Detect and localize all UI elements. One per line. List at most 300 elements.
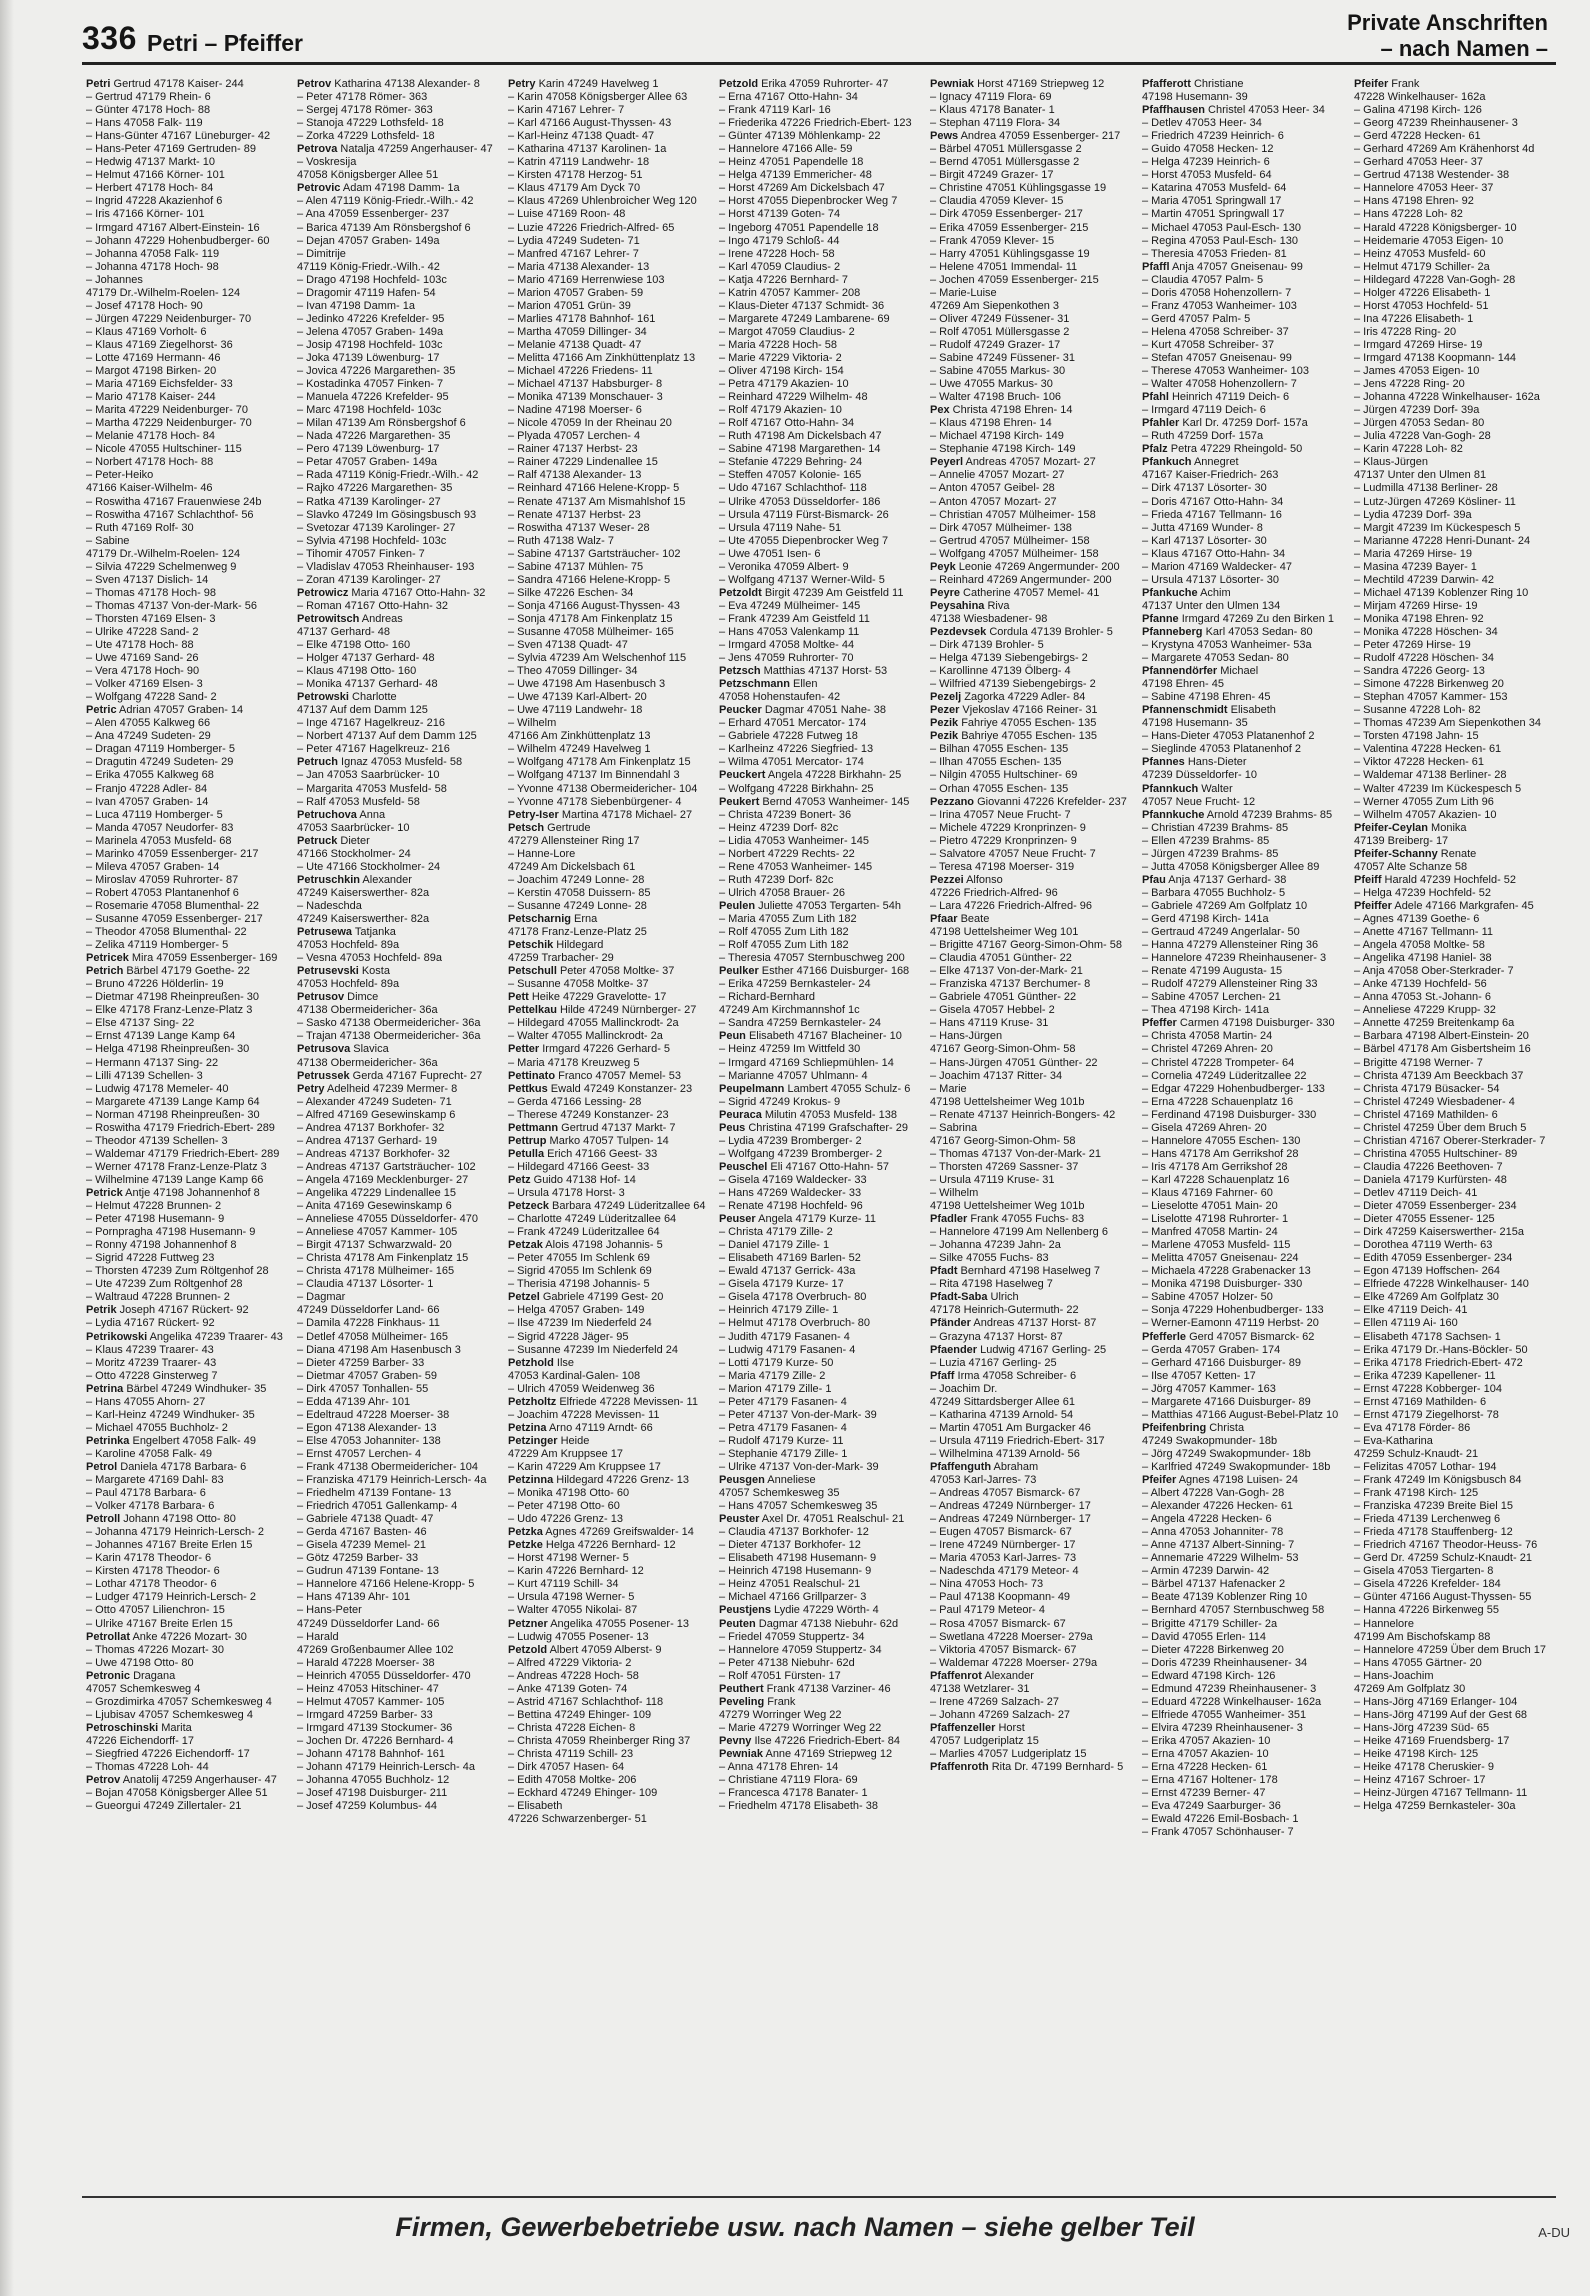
entry-details: – Stephan 47119 Flora- 34	[930, 117, 1061, 130]
entry-details: – Maria 47055 Zum Lith 182	[719, 913, 857, 925]
entry-details: Vjekoslav 47166 Reiner- 31	[959, 704, 1098, 717]
entry-details: – Margarete 47249 Lambarene- 69	[719, 312, 890, 325]
directory-entry	[930, 182, 1130, 195]
directory-entry	[297, 874, 497, 887]
directory-entry	[719, 287, 919, 300]
entry-details: – Horst 47139 Goten- 74	[719, 208, 841, 221]
directory-entry	[1142, 1070, 1342, 1083]
entry-details: – Ellen 47239 Brahms- 85	[1142, 834, 1270, 847]
directory-entry	[86, 861, 286, 874]
directory-entry	[719, 443, 919, 456]
entry-details: – Dirk 47137 Lösorter- 30	[1142, 482, 1267, 495]
entry-details: – Klaus 47178 Banater- 1	[930, 104, 1055, 117]
entry-details: – Erika 47259 Bernkasteler- 24	[719, 978, 871, 991]
directory-entry	[86, 1604, 286, 1617]
directory-entry	[930, 965, 1130, 978]
directory-entry	[719, 900, 919, 913]
entry-details: – Erika 47178 Friedrich-Ebert- 472	[1354, 1356, 1523, 1369]
directory-entry	[86, 1709, 286, 1722]
directory-entry	[719, 1226, 919, 1239]
directory-entry	[1354, 1083, 1554, 1096]
entry-details: – Kurt 47119 Schill- 34	[508, 1578, 619, 1591]
entry-details: – Therese 47053 Wanheimer- 103	[1142, 365, 1309, 378]
entry-details: – Michael 47226 Friedens- 11	[508, 365, 653, 378]
entry-details: – Liselotte 47198 Ruhrorter- 1	[1142, 1213, 1289, 1226]
surname: Petrovic	[297, 182, 341, 195]
entry-details: Natalja 47259 Angerhauser- 47	[337, 143, 493, 156]
entry-details: – Helmut 47166 Körner- 101	[86, 169, 225, 182]
entry-details: – Wilhelm	[930, 1186, 979, 1199]
entry-details: – Milan 47139 Am Rönsbergshof 6	[297, 417, 466, 430]
directory-entry	[1142, 639, 1342, 652]
entry-details: Gabriele 47199 Gest- 20	[539, 1291, 664, 1304]
entry-details: – Josef 47198 Duisburger- 211	[297, 1787, 448, 1800]
entry-details: – Marinela 47053 Musfeld- 68	[86, 834, 232, 847]
directory-entry	[1142, 522, 1342, 535]
entry-details: – Hedwig 47137 Markt- 10	[86, 156, 216, 169]
entry-details: – Lydia 47239 Dorf- 39a	[1354, 508, 1472, 521]
surname: Petry	[297, 1082, 325, 1095]
entry-details: – Susanne 47058 Mülheimer- 165	[508, 625, 674, 638]
entry-details: 47269 Am Golfplatz 30	[1354, 1682, 1466, 1695]
directory-entry	[86, 1578, 286, 1591]
surname: Pfannkuche	[1142, 808, 1205, 821]
surname: Petzak	[508, 1239, 543, 1252]
directory-entry	[719, 1135, 919, 1148]
directory-column	[1142, 78, 1342, 2183]
entry-details: – Marie	[930, 1082, 967, 1095]
entry-details: – Hans-Dieter 47053 Platanenhof 2	[1142, 730, 1315, 743]
directory-entry	[297, 509, 497, 522]
entry-details: – Lidia 47053 Wanheimer- 145	[719, 834, 870, 847]
entry-details: 47179 Dr.-Wilhelm-Roelen- 124	[86, 547, 241, 560]
entry-details: – Mirjam 47269 Hirse- 19	[1354, 599, 1478, 612]
directory-entry	[1354, 952, 1554, 965]
entry-details: – Stefan 47057 Gneisenau- 99	[1142, 351, 1292, 364]
surname: Petroschinski	[86, 1721, 159, 1734]
entry-details: – Gerda 47167 Basten- 46	[297, 1526, 427, 1539]
entry-details: – Erika 47059 Essenberger- 215	[930, 221, 1089, 234]
entry-details: – Wolfgang 47228 Sand- 2	[86, 691, 217, 704]
directory-entry	[86, 1513, 286, 1526]
entry-details: – Hans-Joachim	[1354, 1669, 1434, 1682]
directory-entry	[719, 430, 919, 443]
entry-details: – Anneliese 47057 Kammer- 105	[297, 1226, 458, 1239]
directory-entry	[930, 1317, 1130, 1330]
entry-details: – Uwe 47139 Karl-Albert- 20	[508, 691, 647, 704]
directory-entry	[297, 822, 497, 835]
directory-entry	[86, 456, 286, 469]
directory-entry	[930, 652, 1130, 665]
directory-entry	[719, 91, 919, 104]
entry-details: Fahriye 47055 Eschen- 135	[958, 717, 1097, 730]
entry-details: – Wilhelmina 47139 Arnold- 56	[930, 1447, 1080, 1460]
entry-details: – Christa 47179 Zille- 2	[719, 1226, 833, 1239]
entry-details: 47167 Kaiser-Friedrich- 263	[1142, 469, 1279, 482]
entry-details: – Hans 47228 Loh- 82	[1354, 208, 1463, 221]
directory-entry	[86, 1070, 286, 1083]
directory-entry	[1142, 574, 1342, 587]
surname: Petruschkin	[297, 873, 360, 886]
directory-entry	[508, 1422, 708, 1435]
entry-details: – Johanna 47058 Falk- 119	[86, 247, 220, 260]
directory-entry	[1354, 1291, 1554, 1304]
directory-entry	[719, 78, 919, 91]
directory-entry	[719, 313, 919, 326]
directory-entry	[86, 730, 286, 743]
entry-details: 47249 Am Dickelsbach 61	[508, 860, 636, 873]
entry-details: – Salvatore 47057 Neue Frucht- 7	[930, 847, 1096, 860]
entry-details: – Mario 47178 Kaiser- 244	[86, 391, 216, 404]
entry-details: – Jochen 47059 Essenberger- 215	[930, 273, 1099, 286]
entry-details: – Jens 47228 Ring- 20	[1354, 378, 1465, 391]
surname: Pettinato	[508, 1069, 556, 1082]
directory-entry	[719, 1239, 919, 1252]
directory-entry	[297, 1696, 497, 1709]
entry-details: – Uwe 47055 Markus- 30	[930, 378, 1053, 391]
directory-entry	[508, 848, 708, 861]
directory-entry	[930, 1631, 1130, 1644]
entry-details: Bernd 47053 Wanheimer- 145	[759, 795, 910, 808]
directory-entry	[719, 1070, 919, 1083]
surname: Petrik	[86, 1304, 117, 1317]
header-rule	[82, 62, 1556, 65]
entry-details: – Elke 47178 Franz-Lenze-Platz 3	[86, 1004, 253, 1017]
directory-entry	[930, 665, 1130, 678]
surname: Pezer	[930, 704, 960, 717]
directory-entry	[86, 1122, 286, 1135]
directory-entry	[86, 417, 286, 430]
entry-details: 47053 Hochfeld- 89a	[297, 939, 400, 952]
directory-entry	[1354, 1735, 1554, 1748]
directory-entry	[1354, 417, 1554, 430]
surname: Petzold	[719, 78, 759, 90]
entry-details: – Judith 47179 Fasanen- 4	[719, 1330, 850, 1343]
directory-entry	[86, 1030, 286, 1043]
directory-entry	[297, 222, 497, 235]
entry-details: – Gerd 47228 Hecken- 61	[1354, 130, 1481, 143]
entry-details: – Marion 47179 Zille- 1	[719, 1382, 832, 1395]
entry-details: – Irmgard 47119 Deich- 6	[1142, 404, 1266, 417]
entry-details: – Zorka 47229 Lothsfeld- 18	[297, 130, 435, 143]
directory-entry	[297, 1578, 497, 1591]
directory-entry	[1142, 156, 1342, 169]
entry-details: – Silke 47226 Eschen- 34	[508, 586, 634, 599]
surname: Peuraca	[719, 1108, 762, 1121]
surname: Petri	[86, 78, 111, 90]
entry-details: – Frank 47057 Schönhauser- 7	[1142, 1826, 1294, 1839]
entry-details: Bärbel 47249 Windhuker- 35	[123, 1382, 267, 1395]
directory-entry	[86, 1591, 286, 1604]
directory-entry	[1142, 274, 1342, 287]
entry-details: – Friedhelm 47139 Fontane- 13	[297, 1487, 452, 1500]
directory-entry	[1142, 78, 1342, 91]
directory-entry	[508, 1813, 708, 1826]
entry-details: – Maria 47138 Alexander- 13	[508, 260, 650, 273]
directory-entry	[719, 104, 919, 117]
directory-entry	[719, 1096, 919, 1109]
entry-details: – Ernst 47057 Lerchen- 4	[297, 1447, 422, 1460]
directory-entry	[297, 1396, 497, 1409]
directory-entry	[719, 835, 919, 848]
entry-details: – Marie 47279 Worringer Weg 22	[719, 1721, 882, 1734]
entry-details: – Hans-Jürgen 47051 Günther- 22	[930, 1056, 1098, 1069]
entry-details: – Nadine 47198 Moerser- 6	[508, 404, 642, 417]
entry-details: – Joka 47139 Löwenburg- 17	[297, 351, 440, 364]
surname: Petzsch	[719, 665, 761, 678]
directory-entry	[1142, 900, 1342, 913]
entry-details: – Ursula 47119 Fürst-Bismarck- 26	[719, 508, 889, 521]
directory-entry	[297, 978, 497, 991]
entry-details: – Jelena 47057 Graben- 149a	[297, 325, 444, 338]
entry-details: – Klaus 47169 Ziegelhorst- 36	[86, 338, 233, 351]
entry-details: Michael	[1217, 665, 1259, 678]
entry-details: – Werner 47055 Zum Lith 96	[1354, 795, 1494, 808]
directory-entry	[86, 783, 286, 796]
directory-entry	[508, 691, 708, 704]
directory-entry	[1354, 1657, 1554, 1670]
entry-details: – Martha 47059 Dillinger- 34	[508, 325, 647, 338]
directory-entry	[297, 613, 497, 626]
entry-details: – Ernst 47239 Berner- 47	[1142, 1787, 1266, 1800]
entry-details: Irmgard 47226 Gerhard- 5	[539, 1043, 671, 1056]
entry-details: Karl Dr. 47259 Dorf- 157a	[1179, 417, 1308, 430]
directory-entry	[86, 378, 286, 391]
directory-entry	[297, 887, 497, 900]
directory-entry	[930, 391, 1130, 404]
entry-details: – Frank 47249 Lüderitzallee 64	[508, 1226, 660, 1239]
entry-details: Dimce	[344, 991, 379, 1004]
entry-details: – Sabine 47137 Mühlen- 75	[508, 560, 644, 573]
entry-details: – Joachim Dr.	[930, 1382, 998, 1395]
entry-details: – Ilse 47057 Ketten- 17	[1142, 1369, 1256, 1382]
directory-entry	[508, 1239, 708, 1252]
directory-entry	[297, 195, 497, 208]
directory-entry	[930, 926, 1130, 939]
directory-entry	[86, 1422, 286, 1435]
directory-entry	[930, 1448, 1130, 1461]
directory-entry	[719, 1748, 919, 1761]
directory-entry	[1142, 496, 1342, 509]
entry-details: Johann 47198 Otto- 80	[120, 1513, 236, 1526]
entry-details: – Thomas 47137 Von-der-Mark- 21	[930, 1147, 1101, 1160]
entry-details: – Christa 47239 Bonert- 36	[719, 808, 852, 821]
entry-details: – Gerhard 47166 Duisburger- 89	[1142, 1356, 1301, 1369]
directory-entry	[508, 417, 708, 430]
entry-details: – Dieter 47055 Essener- 125	[1354, 1213, 1495, 1226]
entry-details: – Bärbel 47178 Am Gisbertsheim 16	[1354, 1043, 1531, 1056]
entry-details: – Monika 47139 Monschauer- 3	[508, 391, 663, 404]
entry-details: – Armin 47239 Darwin- 42	[1142, 1565, 1270, 1578]
directory-entry	[719, 522, 919, 535]
entry-details: – Rudolf 47179 Kurze- 11	[719, 1434, 844, 1447]
entry-details: – Gerda 47166 Lessing- 28	[508, 1095, 642, 1108]
surname: Petzinna	[508, 1474, 554, 1487]
directory-entry	[508, 143, 708, 156]
directory-entry	[297, 1539, 497, 1552]
directory-entry	[1142, 509, 1342, 522]
directory-entry	[1142, 835, 1342, 848]
entry-details: – Hannelore 47053 Heer- 37	[1354, 182, 1494, 195]
entry-details: – Elke 47198 Otto- 160	[297, 639, 411, 652]
directory-entry	[719, 796, 919, 809]
directory-entry	[508, 991, 708, 1004]
directory-entry	[1354, 365, 1554, 378]
directory-entry	[1142, 430, 1342, 443]
directory-entry	[719, 1396, 919, 1409]
directory-entry	[930, 756, 1130, 769]
entry-details: – Andreas 47137 Gartsträucher- 102	[297, 1160, 476, 1173]
surname: Peyk	[930, 560, 956, 573]
entry-details: – Hans 47058 Falk- 119	[86, 117, 203, 130]
directory-entry	[1142, 208, 1342, 221]
directory-entry	[297, 1761, 497, 1774]
entry-details: 47198 Uettelsheimer Weg 101b	[930, 1200, 1085, 1213]
entry-details: – Dragutin 47249 Sudeten- 29	[86, 756, 234, 769]
directory-entry	[508, 1083, 708, 1096]
directory-entry	[508, 874, 708, 887]
entry-details: – Gertrud 47138 Westender- 38	[1354, 169, 1510, 182]
surname: Petrusevski	[297, 965, 359, 978]
directory-entry	[1354, 117, 1554, 130]
entry-details: – Sigrid 47228 Futtweg 23	[86, 1252, 215, 1265]
surname: Pfeifer	[1354, 78, 1389, 90]
entry-details: – Gerd Dr. 47259 Schulz-Knaudt- 21	[1354, 1552, 1532, 1565]
entry-details: – Manfred 47058 Martin- 24	[1142, 1226, 1278, 1239]
directory-entry	[297, 1043, 497, 1056]
entry-details: – Mario 47169 Herrenwiese 103	[508, 273, 665, 286]
entry-details: – Sabine	[86, 534, 130, 547]
entry-details: – Heinz 47051 Papendelle 18	[719, 156, 864, 169]
directory-entry	[719, 1122, 919, 1135]
directory-entry	[1354, 1435, 1554, 1448]
entry-details: – Ruth 47138 Walz- 7	[508, 534, 614, 547]
directory-entry	[719, 143, 919, 156]
entry-details: 47249 Kaiserswerther- 82a	[297, 886, 430, 899]
entry-details: – Theodor 47058 Blumenthal- 22	[86, 926, 247, 939]
entry-details: – Jedinko 47226 Krefelder- 95	[297, 312, 445, 325]
entry-details: – Peter 47137 Von-der-Mark- 39	[719, 1408, 877, 1421]
surname: Peustjens	[719, 1604, 771, 1617]
directory-entry	[86, 704, 286, 717]
directory-entry	[930, 339, 1130, 352]
directory-entry	[719, 1578, 919, 1591]
directory-entry	[297, 1004, 497, 1017]
directory-entry	[297, 848, 497, 861]
directory-entry	[297, 639, 497, 652]
entry-details: – Stefanie 47229 Behring- 24	[719, 456, 863, 469]
directory-entry	[508, 587, 708, 600]
entry-details: – Karl-Heinz 47138 Quadt- 47	[508, 130, 655, 143]
entry-details: – Damila 47228 Finkhaus- 11	[297, 1317, 440, 1330]
surname: Petry	[508, 78, 536, 90]
directory-entry	[1354, 1043, 1554, 1056]
directory-entry	[1142, 939, 1342, 952]
entry-details: – Ludwig 47179 Fasanen- 4	[719, 1343, 856, 1356]
surname: Pfahler	[1142, 417, 1180, 430]
directory-entry	[508, 104, 708, 117]
directory-entry	[1354, 456, 1554, 469]
directory-entry	[508, 1591, 708, 1604]
directory-entry	[1354, 1422, 1554, 1435]
directory-entry	[508, 404, 708, 417]
directory-entry	[1142, 978, 1342, 991]
entry-details: – Andreas 47057 Bismarck- 67	[930, 1487, 1081, 1500]
surname: Petrick	[86, 1186, 123, 1199]
directory-entry	[1142, 913, 1342, 926]
directory-entry	[508, 1748, 708, 1761]
entry-details: – Waldemar 47179 Friedrich-Ebert- 289	[86, 1147, 280, 1160]
entry-details: – Ursula 47119 Friedrich-Ebert- 317	[930, 1434, 1105, 1447]
directory-entry	[86, 1800, 286, 1813]
entry-details: Anatolij 47259 Angerhauser- 47	[120, 1774, 277, 1787]
directory-entry	[508, 1722, 708, 1735]
entry-details: – Walter 47055 Nikolai- 87	[508, 1604, 638, 1617]
directory-entry	[719, 1761, 919, 1774]
entry-details: – Stephanie 47179 Zille- 1	[719, 1447, 848, 1460]
entry-details: – Heinz 47167 Schroer- 17	[1354, 1774, 1486, 1787]
surname: Pfanneberg	[1142, 625, 1203, 638]
directory-entry	[1354, 195, 1554, 208]
entry-details: – Ulrike 47228 Sand- 2	[86, 625, 199, 638]
entry-details: – Voskresija	[297, 156, 357, 169]
directory-entry	[1142, 1578, 1342, 1591]
entry-details: – Ina 47226 Elisabeth- 1	[1354, 312, 1474, 325]
entry-details: Horst 47169 Striepweg 12	[974, 78, 1105, 90]
entry-details: – Erika 47057 Akazien- 10	[1142, 1734, 1271, 1747]
surname: Pezzei	[930, 873, 964, 886]
entry-details: – Alexander 47226 Hecken- 61	[1142, 1500, 1294, 1513]
directory-entry	[1142, 1396, 1342, 1409]
entry-details: – Slavko 47249 Im Gösingsbusch 93	[297, 508, 477, 521]
directory-entry	[1142, 1174, 1342, 1187]
directory-entry	[297, 1161, 497, 1174]
entry-details: Rita Dr. 47199 Bernhard- 5	[988, 1761, 1124, 1774]
directory-entry	[1142, 1422, 1342, 1435]
directory-entry	[1354, 1709, 1554, 1722]
directory-entry	[86, 1644, 286, 1657]
directory-entry	[719, 1800, 919, 1813]
directory-entry	[930, 1083, 1130, 1096]
entry-details: – Uwe 47119 Landwehr- 18	[508, 704, 643, 717]
entry-details: – Julia 47228 Van-Gogh- 28	[1354, 430, 1491, 443]
directory-entry	[719, 404, 919, 417]
entry-details: – Hanne-Lore	[508, 847, 576, 860]
entry-details: – Stanoja 47229 Lothsfeld- 18	[297, 117, 444, 130]
directory-entry	[1142, 1683, 1342, 1696]
directory-entry	[297, 1383, 497, 1396]
entry-details: – Detlev 47053 Heer- 34	[1142, 117, 1262, 130]
directory-entry	[508, 978, 708, 991]
entry-details: – Rolf 47055 Zum Lith 182	[719, 939, 849, 952]
surname: Pfannkuch	[1142, 782, 1199, 795]
entry-details: – Wolfgang 47137 Werner-Wild- 5	[719, 573, 885, 586]
directory-entry	[930, 1461, 1130, 1474]
directory-entry	[1142, 848, 1342, 861]
directory-entry	[719, 391, 919, 404]
directory-entry	[508, 339, 708, 352]
directory-entry	[1142, 626, 1342, 639]
directory-entry	[297, 1435, 497, 1448]
entry-details: – Irene 47249 Nürnberger- 17	[930, 1539, 1076, 1552]
entry-details: – Heike 47178 Cheruskier- 9	[1354, 1761, 1495, 1774]
entry-details: Gertrude	[544, 821, 591, 834]
directory-entry	[1142, 1774, 1342, 1787]
entry-details: Juliette 47053 Tergarten- 54h	[755, 899, 902, 912]
directory-entry	[297, 1800, 497, 1813]
directory-entry	[1354, 1787, 1554, 1800]
entry-details: – Claudia 47137 Lösorter- 1	[297, 1278, 434, 1291]
